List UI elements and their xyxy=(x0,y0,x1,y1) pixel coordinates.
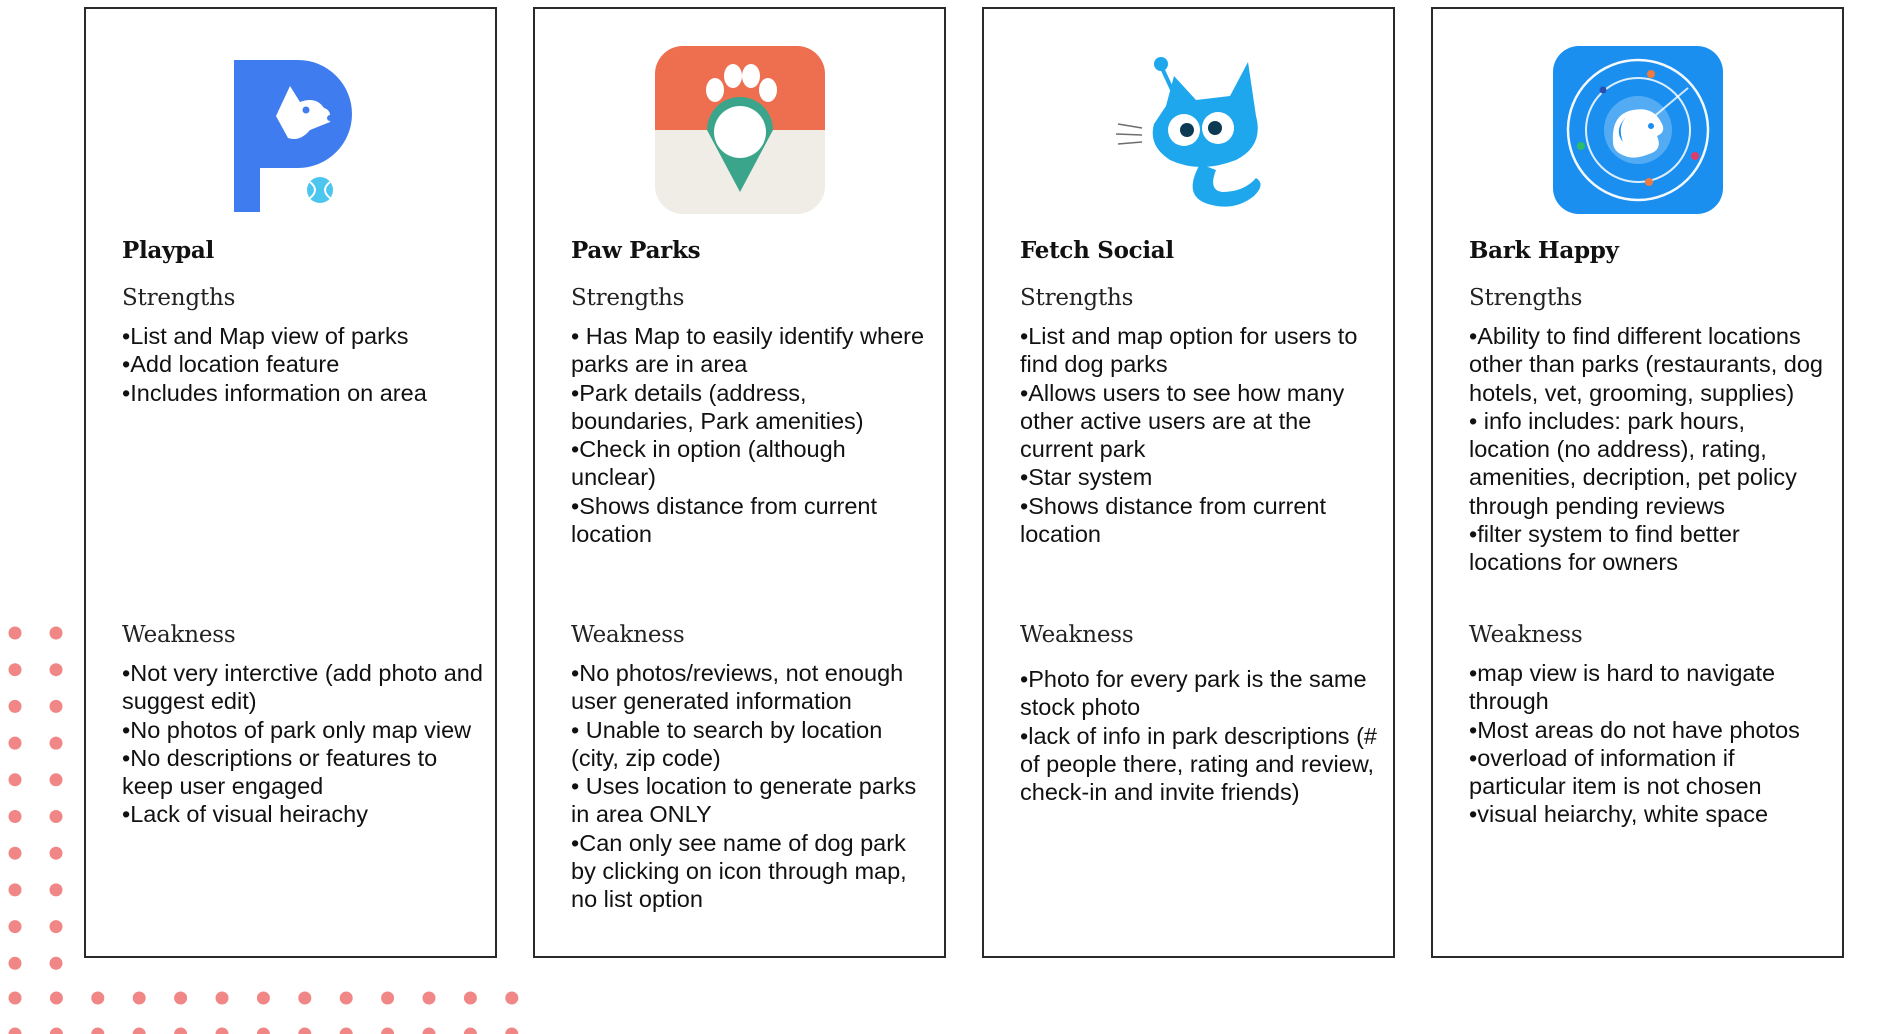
strength-item: •List and map option for users to find dog parks xyxy=(1020,323,1358,378)
decorative-dot xyxy=(9,773,22,786)
weakness-heading: Weakness xyxy=(122,622,236,648)
decorative-dot xyxy=(9,957,22,970)
decorative-dot xyxy=(174,1028,187,1034)
decorative-dot xyxy=(340,992,353,1005)
strength-item: •Star system xyxy=(1020,464,1153,491)
weakness-item: •map view is hard to navigate through xyxy=(1469,660,1776,715)
app-name: Bark Happy xyxy=(1469,237,1619,264)
decorative-dot xyxy=(50,810,63,823)
strength-item: •Allows users to see how many other active users are at the current park xyxy=(1020,379,1345,463)
decorative-dot xyxy=(464,1028,477,1034)
weakness-item: •overload of information if particular item is not chosen xyxy=(1469,744,1762,800)
decorative-dot xyxy=(9,810,22,823)
app-name: Fetch Social xyxy=(1020,237,1174,264)
decorative-dot xyxy=(133,1028,146,1034)
weakness-item: •visual heiarchy, white space xyxy=(1469,801,1769,828)
weakness-item: •Most areas do not have photos xyxy=(1469,716,1800,743)
decorative-dot xyxy=(50,773,63,786)
weakness-item: •No photos/reviews, not enough user generated information xyxy=(571,660,904,715)
strength-item: • Has Map to easily identify where parks are in area xyxy=(571,323,925,378)
weakness-item: •No descriptions or features to keep user engaged xyxy=(122,744,438,800)
decorative-dot xyxy=(91,992,104,1005)
weakness-list xyxy=(1020,665,1381,806)
fetch-social-logo-icon xyxy=(1104,46,1274,214)
strengths-heading: Strengths xyxy=(1020,285,1134,311)
decorative-dot xyxy=(50,920,63,933)
bark-happy-logo-icon xyxy=(1553,46,1723,214)
strengths-list xyxy=(1469,322,1830,577)
app-name: Paw Parks xyxy=(571,237,701,264)
strength-item: •Shows distance from current location xyxy=(571,492,878,548)
paw-parks-logo-icon xyxy=(655,46,825,214)
weakness-heading: Weakness xyxy=(1020,622,1134,648)
strength-item: • info includes: park hours, location (no address), rating, amenities, decription, pet policy through pending reviews xyxy=(1469,407,1797,519)
decorative-dot xyxy=(505,1028,518,1034)
weakness-item: • Uses location to generate parks in area ONLY xyxy=(571,773,917,828)
decorative-dot xyxy=(9,737,22,750)
competitor-card-bark-happy xyxy=(1431,7,1844,958)
strengths-list xyxy=(1020,322,1381,548)
decorative-dot xyxy=(257,1028,270,1034)
weakness-item: •No photos of park only map view xyxy=(122,716,472,743)
decorative-dot xyxy=(91,1028,104,1034)
decorative-dot xyxy=(340,1028,353,1034)
strengths-list xyxy=(571,322,932,548)
decorative-dot xyxy=(50,847,63,860)
decorative-dot xyxy=(216,1028,229,1034)
strengths-heading: Strengths xyxy=(571,285,685,311)
decorative-dot xyxy=(9,920,22,933)
decorative-dot xyxy=(50,700,63,713)
decorative-dot xyxy=(9,627,22,640)
decorative-dot xyxy=(50,957,63,970)
decorative-dot xyxy=(50,663,63,676)
decorative-dot xyxy=(257,992,270,1005)
decorative-dot xyxy=(381,992,394,1005)
strength-item: •Ability to find different locations other than parks (restaurants, dog hotels, vet, grooming, supplies) xyxy=(1469,323,1824,406)
strength-item: •List and Map view of parks xyxy=(122,323,409,349)
weakness-heading: Weakness xyxy=(1469,622,1583,648)
decorative-dot xyxy=(9,883,22,896)
decorative-dot xyxy=(381,1028,394,1034)
weakness-list xyxy=(1469,659,1830,829)
decorative-dot xyxy=(505,992,518,1005)
strength-item: •Add location feature xyxy=(122,351,340,378)
weakness-list xyxy=(122,659,483,829)
strengths-heading: Strengths xyxy=(122,285,236,311)
decorative-dot xyxy=(216,992,229,1005)
weakness-item: •Photo for every park is the same stock photo xyxy=(1020,666,1367,721)
decorative-dot xyxy=(298,992,311,1005)
decorative-dot xyxy=(298,1028,311,1034)
decorative-dot xyxy=(464,992,477,1005)
decorative-dot xyxy=(9,700,22,713)
strength-item: •Shows distance from current location xyxy=(1020,492,1327,548)
decorative-dot xyxy=(50,1028,63,1034)
decorative-dot xyxy=(50,627,63,640)
competitor-card-fetch-social xyxy=(982,7,1395,958)
strength-item: •Park details (address, boundaries, Park amenities) xyxy=(571,379,864,434)
playpal-logo-icon xyxy=(206,46,376,214)
decorative-dot xyxy=(9,663,22,676)
decorative-dot xyxy=(423,1028,436,1034)
weakness-item: •Lack of visual heirachy xyxy=(122,801,368,828)
weakness-item: •Can only see name of dog park by clicking on icon through map, no list option xyxy=(571,829,907,913)
decorative-dot xyxy=(9,992,22,1005)
decorative-dot xyxy=(133,992,146,1005)
decorative-dot xyxy=(174,992,187,1005)
weakness-heading: Weakness xyxy=(571,622,685,648)
decorative-dot xyxy=(50,883,63,896)
strengths-heading: Strengths xyxy=(1469,285,1583,311)
competitor-card-paw-parks xyxy=(533,7,946,958)
decorative-dot xyxy=(50,737,63,750)
strengths-list xyxy=(122,322,483,407)
strength-item: •Includes information on area xyxy=(122,379,427,406)
strength-item: •Check in option (although unclear) xyxy=(571,436,846,491)
decorative-dot xyxy=(9,847,22,860)
weakness-item: •Not very interctive (add photo and suggest edit) xyxy=(122,660,483,715)
weakness-item: •lack of info in park descriptions (# of people there, rating and review, check-in and invite friends) xyxy=(1020,722,1377,806)
app-name: Playpal xyxy=(122,237,214,264)
decorative-dot xyxy=(50,992,63,1005)
decorative-dot xyxy=(9,1028,22,1034)
decorative-dot xyxy=(423,992,436,1005)
strength-item: •filter system to find better locations for owners xyxy=(1469,521,1740,576)
competitor-card-playpal xyxy=(84,7,497,958)
weakness-item: • Unable to search by location (city, zip code) xyxy=(571,716,883,771)
weakness-list xyxy=(571,659,932,914)
